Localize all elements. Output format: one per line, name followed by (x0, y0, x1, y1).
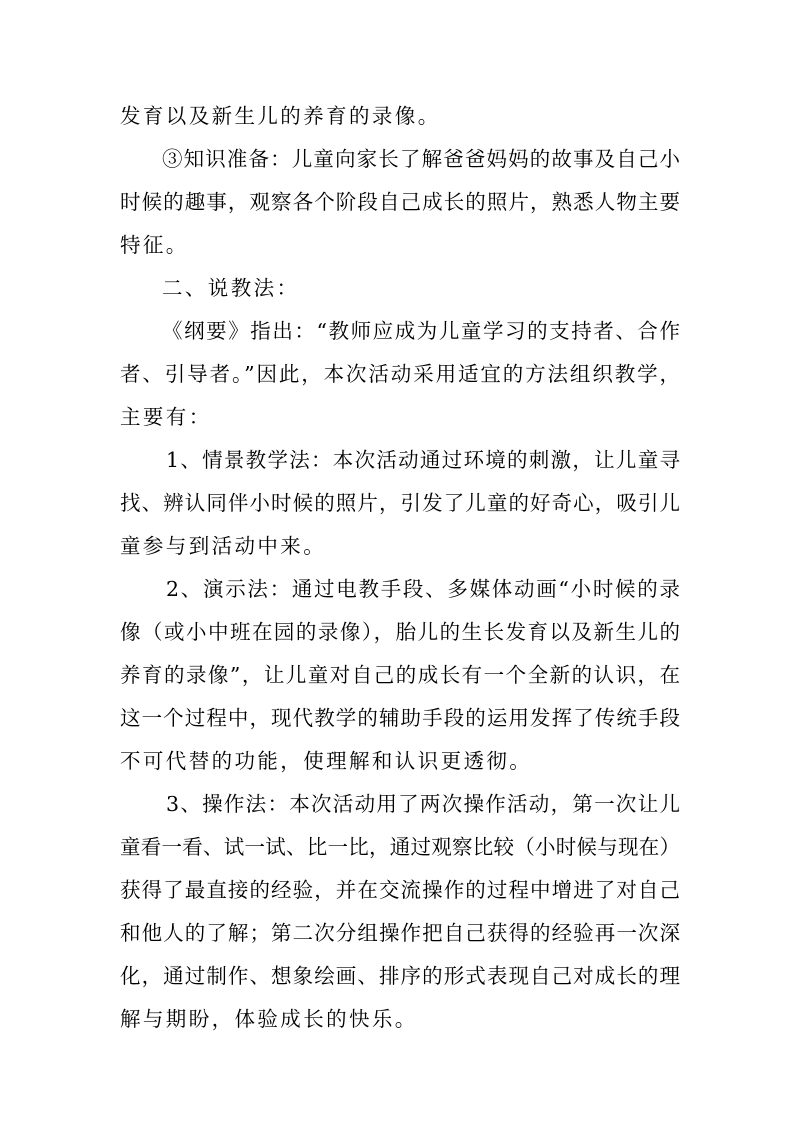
text-line: ③知识准备：儿童向家长了解爸爸妈妈的故事及自己小 (162, 147, 680, 171)
text-line: 2、演示法：通过电教手段、多媒体动画“小时候的录 (166, 577, 680, 601)
section-heading: 二、说教法： (162, 276, 300, 300)
text-line: 特征。 (120, 233, 189, 257)
text-line: 《纲要》指出：“教师应成为儿童学习的支持者、合作 (162, 319, 680, 343)
text-line: 和他人的了解；第二次分组操作把自己获得的经验再一次深 (120, 921, 680, 945)
text-line: 像（或小中班在园的录像），胎儿的生长发育以及新生儿的 (120, 620, 680, 644)
text-line: 这一个过程中，现代教学的辅助手段的运用发挥了传统手段 (120, 706, 680, 730)
text-line: 1、情景教学法：本次活动通过环境的刺激，让儿童寻 (166, 448, 680, 472)
text-line: 不可代替的功能，使理解和认识更透彻。 (120, 749, 533, 773)
text-line: 获得了最直接的经验，并在交流操作的过程中增进了对自己 (120, 878, 680, 902)
text-line: 童看一看、试一试、比一比，通过观察比较（小时候与现在） (120, 835, 680, 859)
text-line: 养育的录像”，让儿童对自己的成长有一个全新的认识，在 (120, 663, 680, 687)
text-line: 者、引导者。”因此，本次活动采用适宜的方法组织教学， (120, 362, 680, 386)
text-line: 主要有： (120, 405, 212, 429)
text-line: 化，通过制作、想象绘画、排序的形式表现自己对成长的理 (120, 964, 680, 988)
text-line: 找、辨认同伴小时候的照片，引发了儿童的好奇心，吸引儿 (120, 491, 680, 515)
text-line: 3、操作法：本次活动用了两次操作活动，第一次让儿 (166, 792, 680, 816)
text-line: 童参与到活动中来。 (120, 534, 327, 558)
text-line: 时候的趣事，观察各个阶段自己成长的照片，熟悉人物主要 (120, 190, 680, 214)
text-line: 解与期盼，体验成长的快乐。 (120, 1007, 418, 1031)
text-line: 发育以及新生儿的养育的录像。 (120, 104, 441, 128)
